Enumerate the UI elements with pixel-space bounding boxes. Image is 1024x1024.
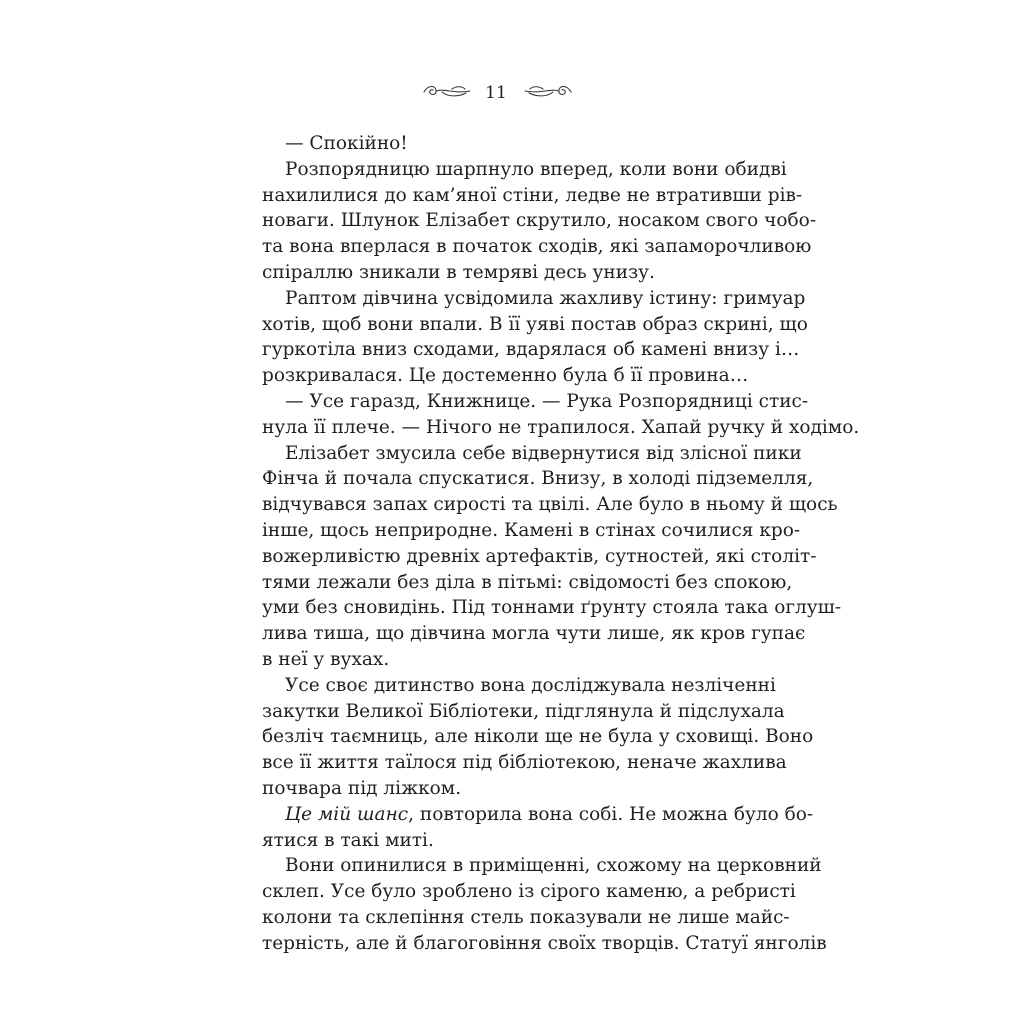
text-line: почвара під ліжком. xyxy=(262,777,462,799)
text-line: Усе своє дитинство вона досліджувала незліченні xyxy=(285,674,776,696)
text-line: інше, щось неприродне. Камені в стінах сочилися кро- xyxy=(262,519,801,541)
text-line: нахилилися до кам’яної стіни, ледве не втративши рів- xyxy=(262,184,803,206)
text-line: та вона вперлася в початок сходів, які запаморочливою xyxy=(262,236,812,258)
text-line: спіраллю зникали в темряві десь унизу. xyxy=(262,261,655,283)
text-line: розкривалася. Це достеменно була б її провина… xyxy=(262,365,749,387)
text-line: вожерливістю древніх артефактів, сутностей, які століт- xyxy=(262,545,817,567)
text-line: терність, але й благоговіння своїх творців. Статуї янголів xyxy=(262,932,827,954)
text-line: уми без сновидінь. Під тоннами ґрунту стояла така оглуш- xyxy=(262,597,842,619)
text-line: Вони опинилися в приміщенні, схожому на церковний xyxy=(285,855,822,877)
text-line: тями лежали без діла в пітьмі: свідомості без спокою, xyxy=(262,571,793,593)
body-text xyxy=(262,131,860,957)
page-header xyxy=(0,76,1024,110)
text-line: — Усе гаразд, Книжнице. — Рука Розпорядниці стис- xyxy=(285,390,809,412)
text-line: Розпорядницю шарпнуло вперед, коли вони обидві xyxy=(285,158,787,180)
text-line: все її життя таїлося під бібліотекою, неначе жахлива xyxy=(262,752,787,774)
text-line: — Спокійно! xyxy=(285,133,408,154)
page-number: 11 xyxy=(485,83,507,103)
text-line: в неї у вухах. xyxy=(262,648,390,670)
text-line: Раптом дівчина усвідомила жахливу істину: гримуар xyxy=(285,287,806,309)
text-line: Елізабет змусила себе відвернутися від злісної пики xyxy=(285,442,802,464)
text-line: ятися в такі миті. xyxy=(262,829,434,851)
text-line: нула її плече. — Нічого не трапилося. Хапай ручку й ходімо. xyxy=(262,416,860,438)
text-line: Це мій шанс, повторила вона собі. Не можна було бо- xyxy=(285,803,814,825)
text-line: хотів, щоб вони впали. В її уяві постав образ скрині, що xyxy=(262,313,808,335)
text-line: склеп. Усе було зроблено із сірого каменю, а ребристі xyxy=(262,881,796,903)
text-line: безліч таємниць, але ніколи ще не була у сховищі. Воно xyxy=(262,726,814,748)
text-line: новаги. Шлунок Елізабет скрутило, носаком свого чобо- xyxy=(262,210,817,232)
text-line: закутки Великої Бібліотеки, підглянула й підслухала xyxy=(262,700,785,722)
text-line: відчувався запах сирості та цвілі. Але було в ньому й щось xyxy=(262,494,838,516)
flourish-ornament-right-icon xyxy=(523,80,573,104)
text-line: лива тиша, що дівчина могла чути лише, як кров гупає xyxy=(262,623,806,645)
flourish-ornament-left-icon xyxy=(422,80,472,104)
text-line: Фінча й почала спускатися. Внизу, в холоді підземелля, xyxy=(262,468,814,490)
italic-phrase: Це мій шанс xyxy=(285,803,409,825)
text-line: гуркотіла вниз сходами, вдарялася об камені внизу і… xyxy=(262,339,800,361)
text-line: колони та склепіння стель показували не лише майс- xyxy=(262,906,790,928)
